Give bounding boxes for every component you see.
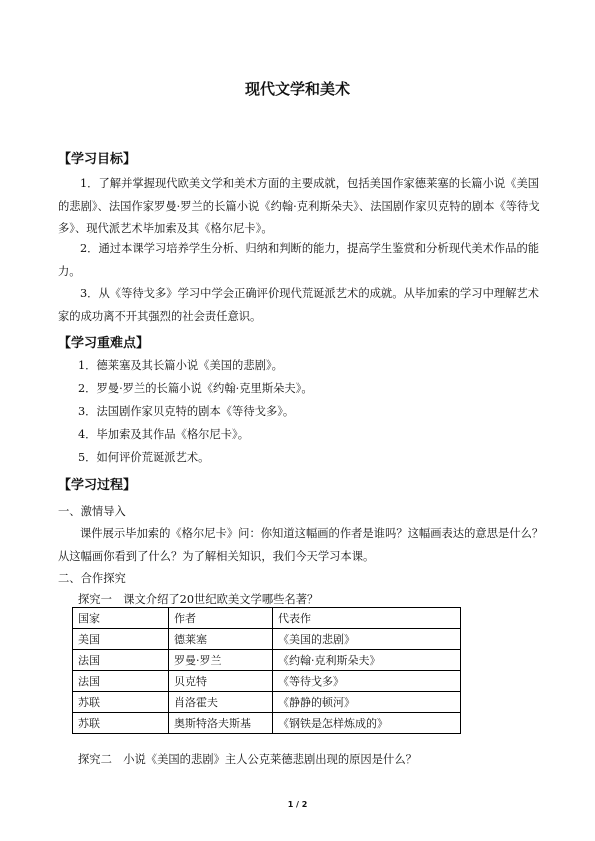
goal-item-2-text: 2．通过本课学习培养学生分析、归纳和判断的能力，提高学生鉴赏和分析现代美术作品的能力。 — [58, 242, 540, 278]
table-cell: 奥斯特洛夫斯基 — [169, 713, 273, 734]
key-points-heading: 【学习重难点】 — [58, 336, 150, 351]
works-table — [72, 607, 461, 734]
table-cell: 《钢铁是怎样炼成的》 — [273, 713, 461, 734]
table-row — [73, 692, 461, 713]
key-point-1: 1．德莱塞及其长篇小说《美国的悲剧》。 — [78, 359, 283, 372]
key-point-5: 5．如何评价荒诞派艺术。 — [78, 451, 210, 464]
table-cell: 法国 — [73, 650, 169, 671]
explore-one-question: 探究一 课文介绍了20世纪欧美文学哪些名著？ — [78, 593, 319, 606]
intro-heading: 一、激情导入 — [58, 505, 126, 518]
table-row — [73, 671, 461, 692]
explore-heading: 二、合作探究 — [58, 572, 126, 585]
goal-item-3-text: 3．从《等待戈多》学习中学会正确评价现代荒诞派艺术的成就。从毕加索的学习中理解艺术家的成功离不开其强烈的社会责任意识。 — [58, 287, 540, 323]
goals-heading: 【学习目标】 — [58, 152, 137, 167]
table-cell: 《约翰·克利斯朵夫》 — [273, 650, 461, 671]
goal-item-1 — [58, 173, 544, 241]
table-row — [73, 713, 461, 734]
table-cell: 德莱塞 — [169, 629, 273, 650]
table-cell: 《等待戈多》 — [273, 671, 461, 692]
key-point-4: 4．毕加索及其作品《格尔尼卡》。 — [78, 428, 249, 441]
key-point-2: 2．罗曼·罗兰的长篇小说《约翰·克里斯朵夫》。 — [78, 382, 313, 395]
table-header-cell: 国家 — [73, 608, 169, 629]
key-point-3: 3．法国剧作家贝克特的剧本《等待戈多》。 — [78, 405, 295, 418]
intro-text — [58, 523, 544, 568]
goal-item-2 — [58, 238, 544, 283]
explore-two-question: 探究二 小说《美国的悲剧》主人公克莱德悲剧出现的原因是什么？ — [78, 753, 417, 766]
table-cell: 罗曼·罗兰 — [169, 650, 273, 671]
table-header-row — [73, 608, 461, 629]
table-header-cell: 代表作 — [273, 608, 461, 629]
page-title: 现代文学和美术 — [244, 80, 350, 98]
intro-text-body: 课件展示毕加索的《格尔尼卡》问：你知道这幅画的作者是谁吗？这幅画表达的意思是什么？从这幅画你看到了什么？为了解相关知识，我们今天学习本课。 — [58, 527, 544, 563]
process-heading: 【学习过程】 — [58, 478, 137, 493]
table-row — [73, 650, 461, 671]
table-header-cell: 作者 — [169, 608, 273, 629]
goal-item-3 — [58, 283, 544, 328]
table-cell: 苏联 — [73, 713, 169, 734]
table-cell: 《美国的悲剧》 — [273, 629, 461, 650]
table-cell: 《静静的顿河》 — [273, 692, 461, 713]
page-number: 1 / 2 — [287, 800, 308, 809]
table-cell: 美国 — [73, 629, 169, 650]
table-cell: 贝克特 — [169, 671, 273, 692]
table-row — [73, 629, 461, 650]
table-cell: 苏联 — [73, 692, 169, 713]
table-cell: 法国 — [73, 671, 169, 692]
goal-item-1-text: 1．了解并掌握现代欧美文学和美术方面的主要成就，包括美国作家德莱塞的长篇小说《美国的悲剧》、法国作家罗曼·罗兰的长篇小说《约翰·克利斯朵夫》、法国剧作家贝克特的剧本《等待戈多》、现代派艺术毕加索及其《格尔尼卡》。 — [58, 177, 540, 235]
table-cell: 肖洛霍夫 — [169, 692, 273, 713]
